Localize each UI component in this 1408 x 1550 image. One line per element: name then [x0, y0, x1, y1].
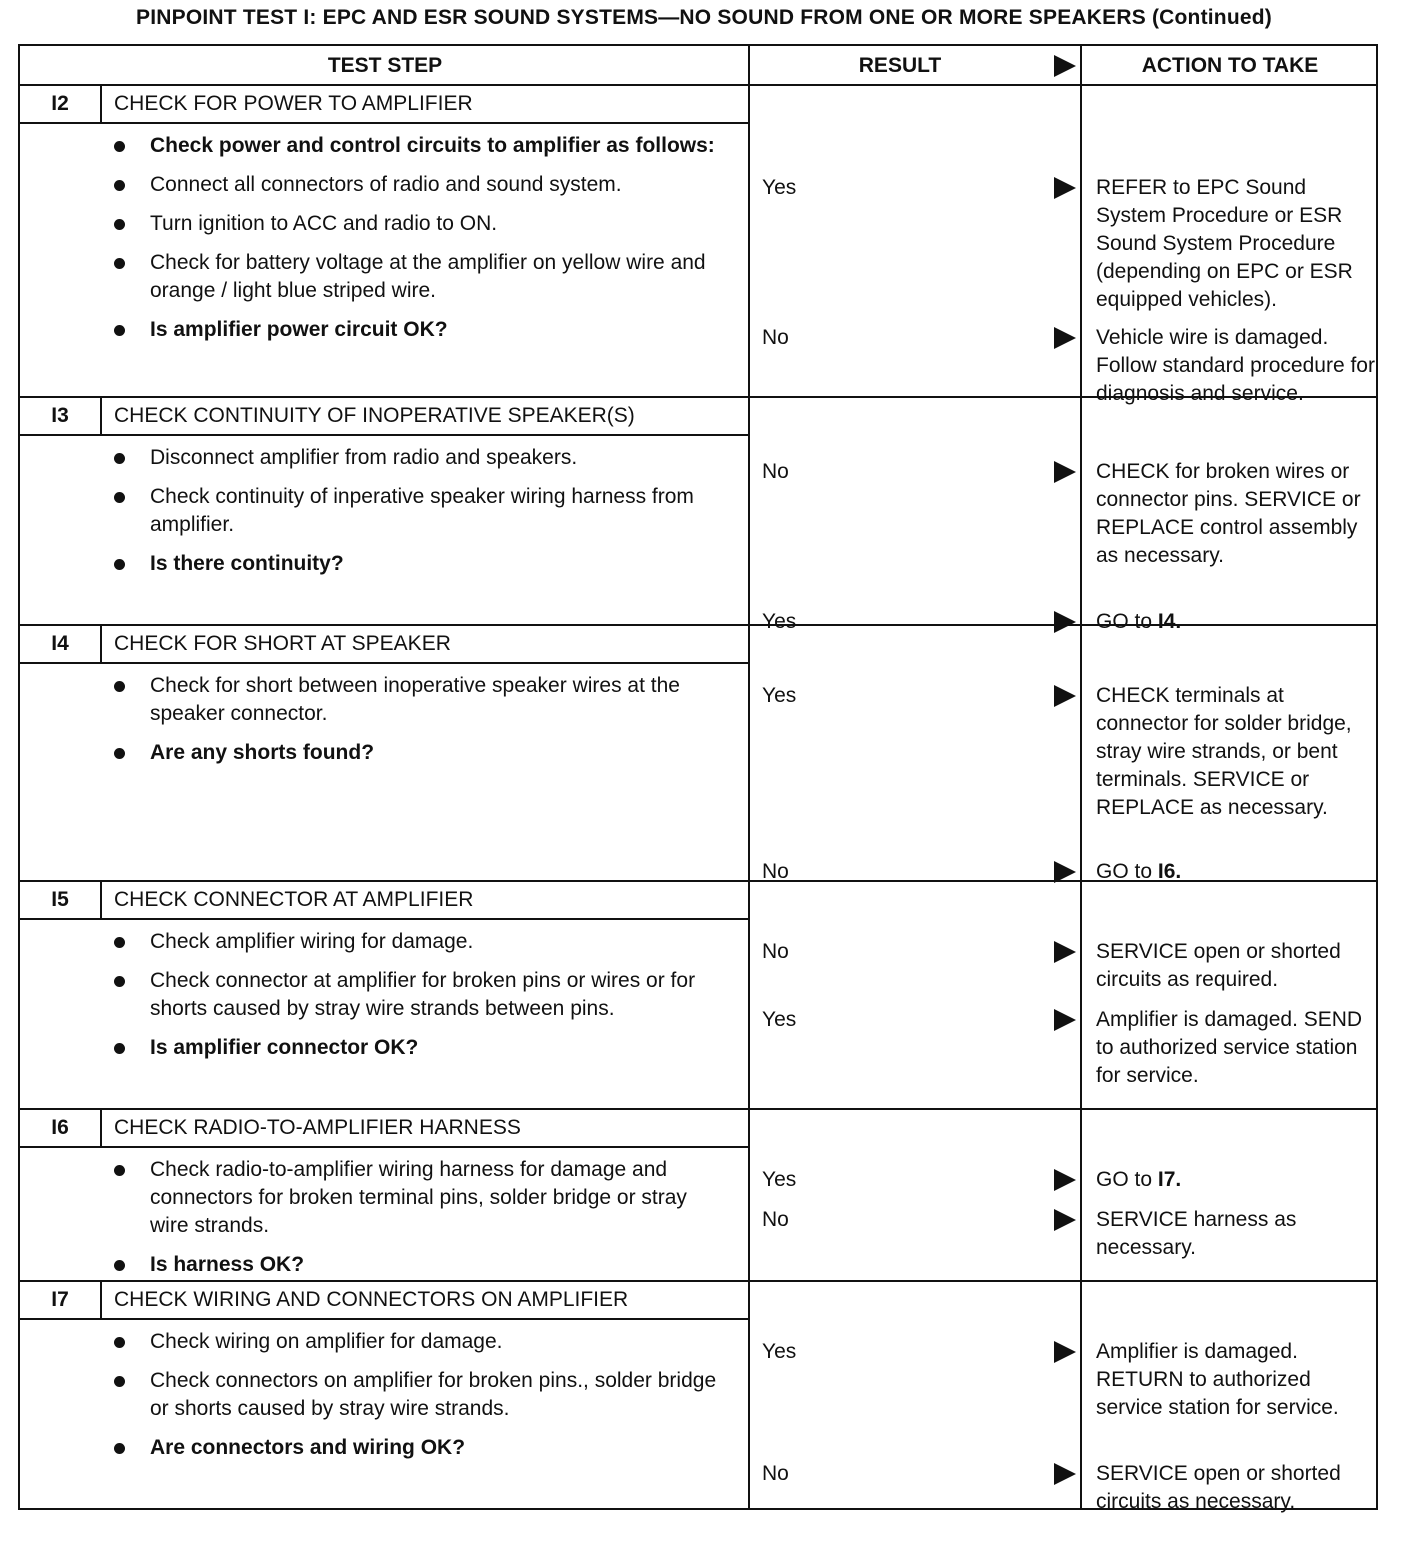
instruction-text: Check connectors on amplifier for broken pins., solder bridge or shorts caused by stray wire strands.	[150, 1369, 717, 1420]
instruction-item	[110, 672, 730, 728]
action-text: CHECK terminals at connector for solder bridge, stray wire strands, or bent terminals. SERVICE or REPLACE as necessary.	[1096, 684, 1352, 819]
pinpoint-test-table	[18, 44, 1378, 1513]
table-row	[20, 1282, 1376, 1513]
table-row	[20, 1110, 1376, 1282]
arrow-right-icon	[1054, 461, 1076, 483]
action-text: SERVICE harness as necessary.	[1096, 1208, 1297, 1259]
instruction-text: Is harness OK?	[150, 1253, 305, 1276]
instruction-item	[110, 739, 730, 767]
arrow-right-icon	[1054, 685, 1076, 707]
instruction-item	[110, 444, 730, 472]
bullet-icon	[114, 258, 125, 269]
header-result: RESULT	[858, 54, 942, 77]
action-text: CHECK for broken wires or connector pins. SERVICE or REPLACE control assembly as necessary.	[1096, 460, 1361, 567]
instruction-item	[110, 1367, 730, 1423]
table-row	[20, 86, 1376, 405]
header-action: ACTION TO TAKE	[1141, 54, 1319, 77]
instruction-item	[110, 1251, 730, 1279]
step-number: I5	[20, 882, 102, 920]
result-value: No	[762, 1462, 789, 1485]
result-value: No	[762, 940, 789, 963]
arrow-right-icon	[1054, 1009, 1076, 1031]
result-value: Yes	[762, 684, 797, 707]
arrow-right-icon	[1054, 1341, 1076, 1363]
bullet-icon	[114, 748, 125, 759]
bullet-icon	[114, 1043, 125, 1054]
step-title: CHECK FOR POWER TO AMPLIFIER	[102, 86, 750, 124]
step-title: CHECK RADIO-TO-AMPLIFIER HARNESS	[102, 1110, 750, 1148]
instruction-item	[110, 1156, 730, 1240]
arrow-right-icon	[1054, 177, 1076, 199]
step-title: CHECK CONTINUITY OF INOPERATIVE SPEAKER(S)	[102, 398, 750, 436]
step-instructions	[110, 928, 730, 1073]
instruction-item	[110, 550, 730, 578]
step-instructions	[110, 132, 730, 355]
instruction-item	[110, 483, 730, 539]
instruction-text: Check continuity of inperative speaker wiring harness from amplifier.	[150, 485, 694, 536]
instruction-item	[110, 1434, 730, 1462]
instruction-item	[110, 132, 730, 160]
table-row	[20, 882, 1376, 1110]
action-prefix: GO to	[1096, 610, 1158, 633]
bullet-icon	[114, 1443, 125, 1454]
arrow-right-icon	[1054, 941, 1076, 963]
instruction-text: Is there continuity?	[150, 552, 344, 575]
action-text: SERVICE open or shorted circuits as necessary.	[1096, 1462, 1341, 1513]
instruction-item	[110, 928, 730, 956]
bullet-icon	[114, 1165, 125, 1176]
step-title: CHECK CONNECTOR AT AMPLIFIER	[102, 882, 750, 920]
arrow-right-icon	[1054, 1209, 1076, 1231]
instruction-item	[110, 1328, 730, 1356]
action-step-reference: I6.	[1157, 860, 1182, 883]
arrow-right-icon	[1054, 327, 1076, 349]
instruction-text: Is amplifier connector OK?	[150, 1036, 419, 1059]
action-step-reference: I7.	[1157, 1168, 1182, 1191]
bullet-icon	[114, 180, 125, 191]
result-value: Yes	[762, 1008, 797, 1031]
step-instructions	[110, 672, 730, 778]
action-prefix: GO to	[1096, 860, 1158, 883]
step-instructions	[110, 1328, 730, 1473]
instruction-item	[110, 210, 730, 238]
bullet-icon	[114, 219, 125, 230]
step-instructions	[110, 1156, 730, 1290]
instruction-text: Connect all connectors of radio and sound system.	[150, 173, 622, 196]
instruction-item	[110, 316, 730, 344]
instruction-text: Check connector at amplifier for broken pins or wires or for shorts caused by stray wire strands between pins.	[150, 969, 696, 1020]
instruction-text: Turn ignition to ACC and radio to ON.	[150, 212, 498, 235]
action-text: Vehicle wire is damaged. Follow standard procedure for diagnosis and service.	[1096, 326, 1375, 405]
step-number: I6	[20, 1110, 102, 1148]
instruction-text: Check wiring on amplifier for damage.	[150, 1330, 503, 1353]
action-text: REFER to EPC Sound System Procedure or ESR Sound System Procedure (depending on EPC or ESR equipped vehicles).	[1096, 176, 1353, 311]
result-value: Yes	[762, 1340, 797, 1363]
result-value: No	[762, 460, 789, 483]
bullet-icon	[114, 976, 125, 987]
bullet-icon	[114, 559, 125, 570]
instruction-item	[110, 171, 730, 199]
step-number: I2	[20, 86, 102, 124]
step-instructions	[110, 444, 730, 589]
arrow-right-icon	[1054, 1169, 1076, 1191]
result-value: Yes	[762, 610, 797, 633]
action-text: Amplifier is damaged. SEND to authorized service station for service.	[1096, 1008, 1363, 1087]
bullet-icon	[114, 325, 125, 336]
instruction-text: Check amplifier wiring for damage.	[150, 930, 474, 953]
page-title: PINPOINT TEST I: EPC AND ESR SOUND SYSTEMS—NO SOUND FROM ONE OR MORE SPEAKERS (Continued)	[136, 6, 1272, 29]
action-text: SERVICE open or shorted circuits as required.	[1096, 940, 1341, 991]
instruction-text: Check for battery voltage at the amplifier on yellow wire and orange / light blue striped wire.	[150, 251, 706, 302]
bullet-icon	[114, 492, 125, 503]
bullet-icon	[114, 1376, 125, 1387]
step-title: CHECK WIRING AND CONNECTORS ON AMPLIFIER	[102, 1282, 750, 1320]
arrow-right-icon	[1054, 861, 1076, 883]
bullet-icon	[114, 1260, 125, 1271]
action-text	[1096, 1166, 1378, 1194]
result-value: No	[762, 1208, 789, 1231]
bullet-icon	[114, 141, 125, 152]
instruction-text: Disconnect amplifier from radio and speakers.	[150, 446, 578, 469]
action-step-reference: I4.	[1157, 610, 1182, 633]
bullet-icon	[114, 937, 125, 948]
action-prefix: GO to	[1096, 1168, 1158, 1191]
action-text: Amplifier is damaged. RETURN to authorized service station for service.	[1096, 1340, 1339, 1419]
instruction-text: Are any shorts found?	[150, 741, 375, 764]
instruction-text: Is amplifier power circuit OK?	[150, 318, 448, 341]
instruction-text: Check radio-to-amplifier wiring harness for damage and connectors for broken terminal pins, solder bridge or stray wire strands.	[150, 1158, 687, 1237]
table-header	[20, 46, 1376, 86]
result-value: Yes	[762, 1168, 797, 1191]
step-title: CHECK FOR SHORT AT SPEAKER	[102, 626, 750, 664]
step-number: I3	[20, 398, 102, 436]
arrow-right-icon	[1054, 1463, 1076, 1485]
result-value: Yes	[762, 176, 797, 199]
step-number: I7	[20, 1282, 102, 1320]
instruction-text: Check power and control circuits to amplifier as follows:	[150, 134, 715, 157]
table-row	[20, 626, 1376, 882]
instruction-item	[110, 249, 730, 305]
instruction-text: Check for short between inoperative speaker wires at the speaker connector.	[150, 674, 680, 725]
instruction-item	[110, 1034, 730, 1062]
result-value: No	[762, 326, 789, 349]
result-value: No	[762, 860, 789, 883]
bullet-icon	[114, 453, 125, 464]
bullet-icon	[114, 681, 125, 692]
header-arrow-icon	[1054, 55, 1076, 77]
instruction-text: Are connectors and wiring OK?	[150, 1436, 466, 1459]
table-row	[20, 398, 1376, 633]
header-test-step: TEST STEP	[327, 54, 443, 77]
bullet-icon	[114, 1337, 125, 1348]
step-number: I4	[20, 626, 102, 664]
instruction-item	[110, 967, 730, 1023]
